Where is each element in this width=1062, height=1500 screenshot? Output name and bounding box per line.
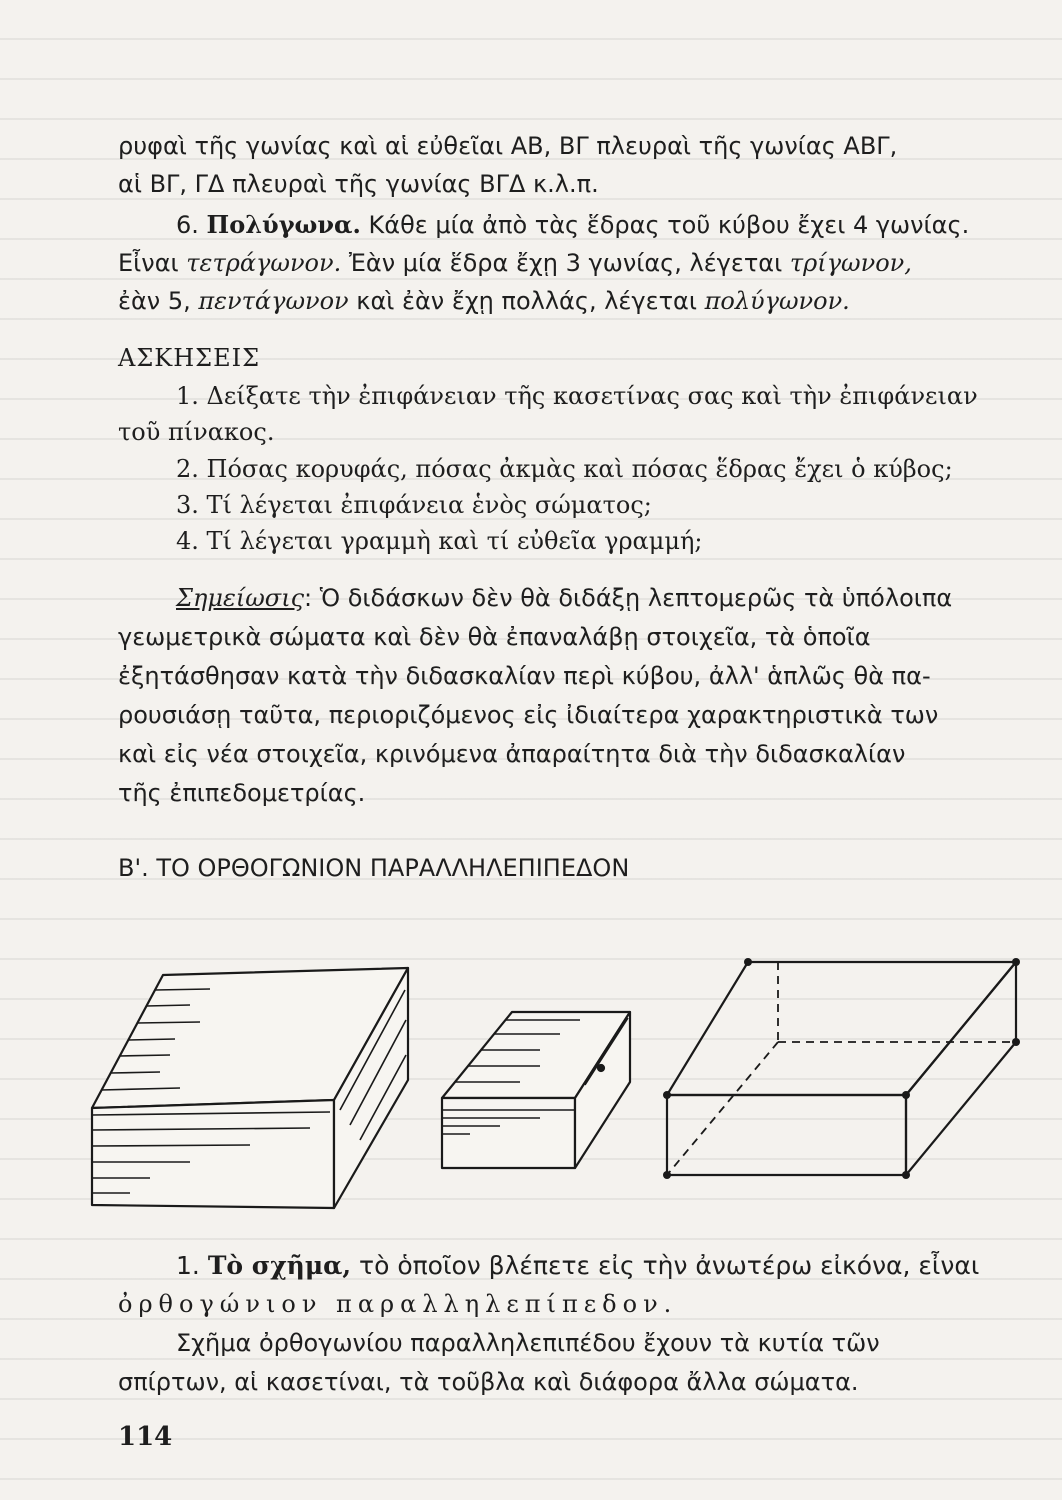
bottom-paragraph-2-line-2: σπίρτων, αἱ κασετίναι, τὰ τοῦβλα καὶ διάφορα ἄλλα σώματα.	[118, 1368, 859, 1396]
term-span: τρίγωνον,	[789, 249, 912, 277]
text-span: τὸ ὁποῖον βλέπετε εἰς τὴν ἀνωτέρω εἰκόνα, εἶναι	[359, 1251, 980, 1280]
note-line-3: ἐξητάσθησαν κατὰ τὴν διδασκαλίαν περὶ κύβου, ἀλλ' ἁπλῶς θὰ πα-	[118, 662, 931, 690]
exercise-4: 4. Τί λέγεται γραμμὴ καὶ τί εὐθεῖα γραμμή;	[176, 527, 703, 555]
bottom-paragraph-1-line-1	[176, 1246, 1046, 1286]
exercises-title: ΑΣΚΗΣΕΙΣ	[118, 344, 261, 372]
note-line-6: τῆς ἐπιπεδομετρίας.	[118, 779, 366, 807]
text-span: καὶ ἐὰν ἔχῃ πολλάς, λέγεται	[356, 287, 697, 315]
exercise-1: 1. Δείξατε τὴν ἐπιφάνειαν τῆς κασετίνας σας καὶ τὴν ἐπιφάνειαν	[176, 382, 978, 410]
section-number: 6.	[176, 211, 199, 239]
large-box-figure	[92, 968, 408, 1208]
exercise-1-cont: τοῦ πίνακος.	[118, 418, 275, 446]
term-span: τετράγωνον.	[186, 249, 342, 277]
term-span: πολύγωνον.	[704, 287, 850, 315]
note-line-2: γεωμετρικὰ σώματα καὶ δὲν θὰ ἐπαναλάβῃ στοιχεῖα, τὰ ὁποῖα	[118, 623, 871, 651]
paragraph-number: 1.	[176, 1251, 200, 1280]
wireframe-box-figure	[663, 958, 1020, 1179]
term-span: πεντάγωνον	[198, 287, 349, 315]
exercise-3: 3. Τί λέγεται ἐπιφάνεια ἑνὸς σώματος;	[176, 491, 652, 519]
note-line-5: καὶ εἰς νέα στοιχεῖα, κρινόμενα ἀπαραίτητα διὰ τὴν διδασκαλίαν	[118, 740, 906, 768]
text-span: : Ὁ διδάσκων δὲν θὰ διδάξῃ λεπτομερῶς τὰ ὑπόλοιπα	[304, 584, 953, 612]
page-number: 114	[118, 1422, 173, 1452]
text-span: ἐὰν 5,	[118, 287, 191, 315]
bottom-paragraph-2-line-1: Σχῆμα ὀρθογωνίου παραλληλεπιπέδου ἔχουν τὰ κυτία τῶν	[176, 1329, 880, 1357]
note-line-4: ρουσιάσῃ ταῦτα, περιοριζόμενος εἰς ἰδιαίτερα χαρακτηριστικὰ των	[118, 701, 939, 729]
bottom-paragraph-1-term: ὀρθογώνιον παραλληλεπίπεδον.	[118, 1290, 678, 1318]
note-label: Σημείωσις	[176, 584, 305, 612]
small-box-figure	[442, 1012, 630, 1168]
exercise-2: 2. Πόσας κορυφάς, πόσας ἀκμὰς καὶ πόσας ἕδρας ἔχει ὁ κύβος;	[176, 455, 953, 483]
text-span: Κάθε μία ἀπὸ τὰς ἕδρας τοῦ κύβου ἔχει 4 γωνίας.	[368, 211, 970, 239]
section-heading: Πολύγωνα.	[206, 210, 361, 239]
bold-term: Τὸ σχῆμα,	[207, 1251, 352, 1280]
text-span: Εἶναι	[118, 249, 179, 277]
text-line: ρυφαὶ τῆς γωνίας καὶ αἱ εὐθεῖαι ΑΒ, ΒΓ πλευραὶ τῆς γωνίας ΑΒΓ,	[118, 132, 898, 160]
text-span: Ἐὰν μία ἕδρα ἔχῃ 3 γωνίας, λέγεται	[348, 249, 783, 277]
text-line: αἱ ΒΓ, ΓΔ πλευραὶ τῆς γωνίας ΒΓΔ κ.λ.π.	[118, 170, 599, 198]
section-b-title: Β'. ΤΟ ΟΡΘΟΓΩΝΙΟΝ ΠΑΡΑΛΛΗΛΕΠΙΠΕΔΟΝ	[118, 854, 630, 882]
